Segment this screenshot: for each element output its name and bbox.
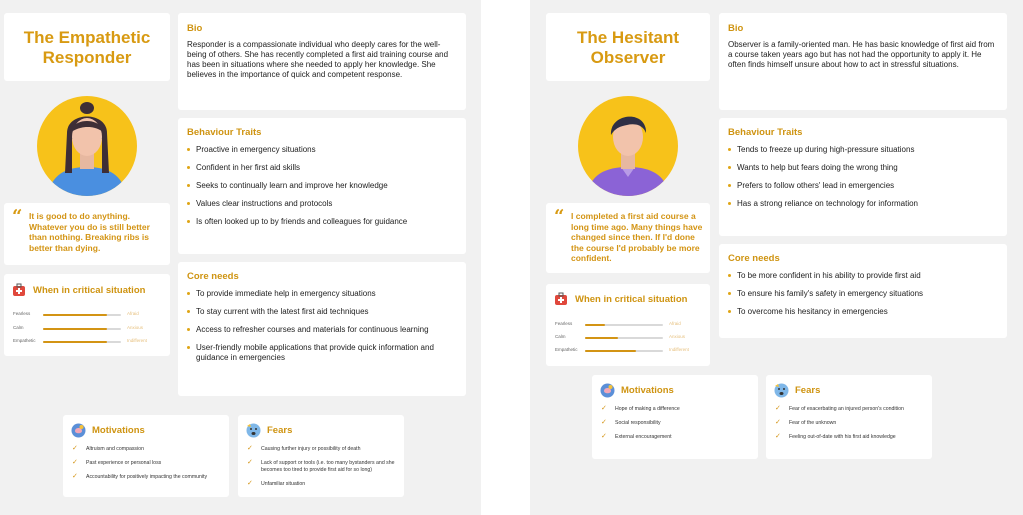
list-item: Is often looked up to by friends and colleagues for guidance — [187, 217, 459, 227]
bio-text: Observer is a family-oriented man. He has basic knowledge of first aid from a course taken years ago but has not had the opportunity to apply it. He often finds himself unsure about how to act in stressful situations. — [728, 40, 995, 69]
slider-empathetic-indifferent — [13, 338, 163, 346]
female-avatar — [36, 95, 138, 197]
list-item: Proactive in emergency situations — [187, 145, 459, 155]
critical-situation-card — [4, 274, 170, 356]
slider-left-label: Calm — [13, 325, 24, 330]
slider-right-label: Indifferent — [669, 347, 689, 352]
slider-left-label: Empathetic — [555, 347, 578, 352]
motivations-card — [63, 415, 229, 497]
behaviour-traits-heading: Behaviour Traits — [187, 127, 262, 138]
persona-title-line2: Responder — [42, 48, 132, 67]
slider-left-label: Calm — [555, 334, 566, 339]
list-item: Seeks to continually learn and improve her knowledge — [187, 181, 459, 191]
behaviour-traits-card — [178, 118, 466, 254]
behaviour-traits-list — [187, 145, 459, 235]
fear-face-icon — [246, 423, 261, 438]
persona-panel-empathetic-responder — [0, 0, 481, 515]
bio-heading: Bio — [728, 23, 744, 34]
slider-fill — [43, 314, 107, 316]
slider-left-label: Fearless — [555, 321, 573, 326]
motivations-list — [601, 406, 753, 448]
fears-list — [775, 406, 927, 448]
quote-card — [546, 203, 710, 273]
list-item: ✓ External encouragement — [601, 434, 753, 441]
critical-situation-heading: When in critical situation — [575, 294, 688, 305]
motivations-heading: Motivations — [621, 385, 674, 396]
slider-calm-anxious — [13, 325, 163, 333]
behaviour-traits-list — [728, 145, 1000, 217]
persona-panel-hesitant-observer — [530, 0, 1023, 515]
slider-fill — [585, 337, 618, 339]
persona-title-line2: Observer — [590, 48, 666, 67]
list-item: ✓ Accountability for positively impacting the community — [72, 474, 224, 481]
slider-left-label: Empathetic — [13, 338, 36, 343]
core-needs-heading: Core needs — [728, 253, 780, 264]
list-item: ✓ Fear of exacerbating an injured person's condition — [775, 406, 927, 413]
brain-icon — [71, 423, 86, 438]
male-avatar — [577, 95, 679, 197]
list-item: To be more confident in his ability to provide first aid — [728, 271, 1000, 281]
motivations-list — [72, 446, 224, 488]
fears-heading: Fears — [795, 385, 821, 396]
list-item: To ensure his family's safety in emergency situations — [728, 289, 1000, 299]
behaviour-traits-heading: Behaviour Traits — [728, 127, 803, 138]
slider-right-label: Anxious — [669, 334, 686, 339]
motivations-heading: Motivations — [92, 425, 145, 436]
core-needs-list — [728, 271, 1000, 325]
slider-calm-anxious — [555, 334, 705, 342]
slider-left-label: Fearless — [13, 311, 31, 316]
list-item: ✓ Unfamiliar situation — [247, 481, 399, 488]
core-needs-list — [187, 289, 459, 371]
slider-right-label: Indifferent — [127, 338, 147, 343]
slider-right-label: Afraid — [127, 311, 139, 316]
persona-title-line1: The Hesitant — [576, 28, 680, 47]
slider-fearless-afraid — [13, 311, 163, 319]
list-item: ✓ Lack of support or tools (i.e. too many bystanders and she becomes too tired to provide first aid for so long) — [247, 460, 399, 474]
behaviour-traits-card — [719, 118, 1007, 236]
bio-card — [178, 13, 466, 110]
persona-title — [546, 28, 710, 68]
fear-face-icon — [774, 383, 789, 398]
list-item: ✓ Hope of making a difference — [601, 406, 753, 413]
slider-fill — [43, 328, 107, 330]
fears-card — [238, 415, 404, 497]
list-item: Tends to freeze up during high-pressure situations — [728, 145, 1000, 155]
slider-fearless-afraid — [555, 321, 705, 329]
quote-icon: “ — [554, 206, 565, 227]
persona-quote: I completed a first aid course a long time ago. Many things have changed since then. If I'd done the course I'd probably be more confident. — [571, 211, 703, 263]
list-item: Has a strong reliance on technology for information — [728, 199, 1000, 209]
list-item: ✓ Social responsibility — [601, 420, 753, 427]
list-item: Confident in her first aid skills — [187, 163, 459, 173]
medical-kit-icon — [554, 292, 568, 306]
slider-right-label: Anxious — [127, 325, 144, 330]
list-item: ✓ Past experience or personal loss — [72, 460, 224, 467]
core-needs-heading: Core needs — [187, 271, 239, 282]
brain-icon — [600, 383, 615, 398]
list-item: ✓ Feeling out-of-date with his first aid knowledge — [775, 434, 927, 441]
list-item: Prefers to follow others' lead in emergencies — [728, 181, 1000, 191]
quote-card — [4, 203, 170, 265]
list-item: ✓ Fear of the unknown — [775, 420, 927, 427]
list-item: Access to refresher courses and materials for continuous learning — [187, 325, 459, 335]
core-needs-card — [719, 244, 1007, 338]
slider-right-label: Afraid — [669, 321, 681, 326]
persona-title — [4, 28, 170, 68]
fears-list — [247, 446, 399, 495]
list-item: ✓ Altruism and compassion — [72, 446, 224, 453]
medical-kit-icon — [12, 283, 26, 297]
persona-title-line1: The Empathetic — [23, 28, 151, 47]
list-item: Wants to help but fears doing the wrong thing — [728, 163, 1000, 173]
core-needs-card — [178, 262, 466, 396]
bio-text: Responder is a compassionate individual who deeply cares for the well-being of others. She has recently completed a first aid training course and has been in situations where she needed to apply her knowledge. She believes in the importance of quick and competent response. — [187, 40, 449, 79]
fears-heading: Fears — [267, 425, 293, 436]
fears-card — [766, 375, 932, 459]
list-item: ✓ Causing further injury or possibility of death — [247, 446, 399, 453]
list-item: To provide immediate help in emergency situations — [187, 289, 459, 299]
slider-fill — [585, 350, 636, 352]
persona-title-card — [4, 13, 170, 81]
critical-situation-card — [546, 284, 710, 366]
quote-icon: “ — [12, 206, 23, 227]
slider-fill — [585, 324, 605, 326]
list-item: To overcome his hesitancy in emergencies — [728, 307, 1000, 317]
persona-quote: It is good to do anything. Whatever you do is still better than nothing. Breaking ribs is better than dying. — [29, 211, 150, 253]
list-item: Values clear instructions and protocols — [187, 199, 459, 209]
list-item: To stay current with the latest first aid techniques — [187, 307, 459, 317]
bio-heading: Bio — [187, 23, 203, 34]
critical-situation-heading: When in critical situation — [33, 285, 146, 296]
slider-empathetic-indifferent — [555, 347, 705, 355]
motivations-card — [592, 375, 758, 459]
slider-fill — [43, 341, 107, 343]
bio-card — [719, 13, 1007, 110]
list-item: User-friendly mobile applications that provide quick information and guidance in emergencies — [187, 343, 459, 363]
persona-title-card — [546, 13, 710, 81]
